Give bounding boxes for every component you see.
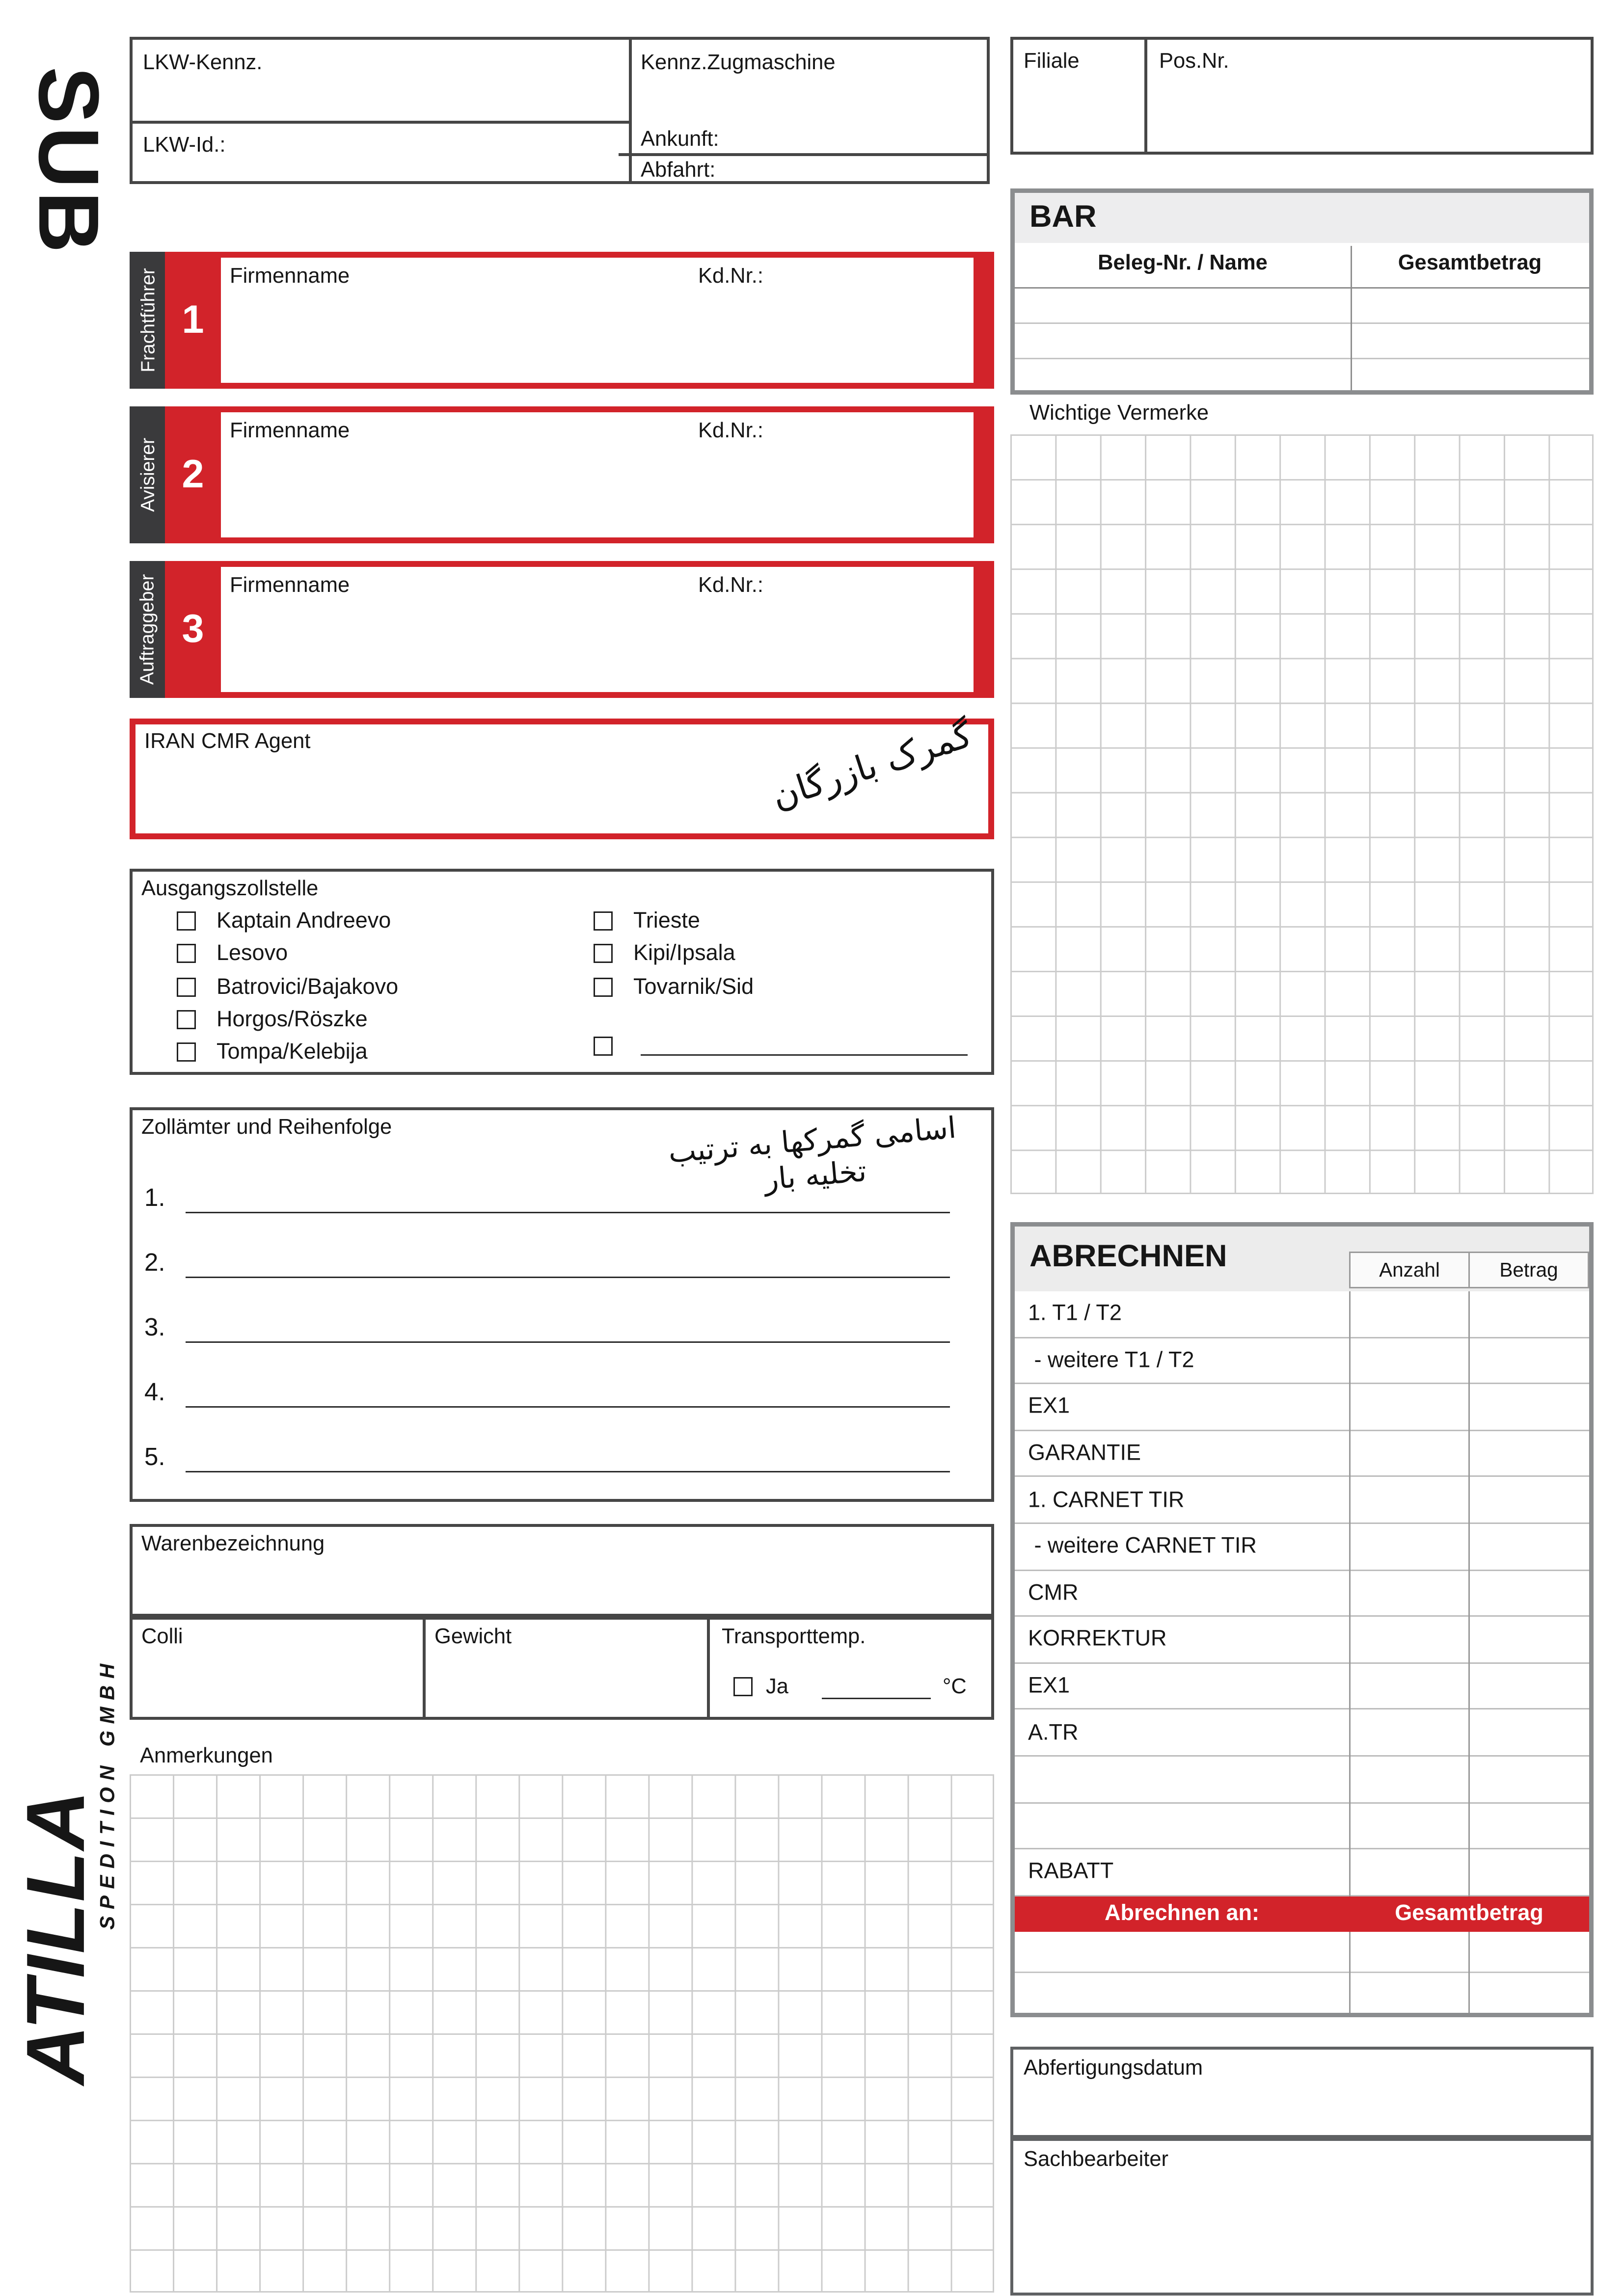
abrechnen-box	[1010, 1222, 1594, 2017]
fill-line-zollamt-4[interactable]	[186, 1378, 950, 1408]
anzahl-column-header: Anzahl	[1349, 1252, 1470, 1288]
abrechnen-row[interactable]	[1015, 1850, 1589, 1896]
fill-line-temperature[interactable]	[822, 1673, 931, 1699]
ausgangszollstelle-label: Ausgangszollstelle	[141, 878, 319, 901]
abrechnen-row-label: - weitere CARNET TIR	[1028, 1534, 1257, 1559]
firmenname-label: Firmenname	[230, 265, 350, 289]
divider	[1015, 1972, 1589, 1973]
truck-info-box	[130, 37, 990, 184]
sub-logo	[18, 21, 118, 300]
party-number: 2	[182, 452, 204, 496]
wichtige-vermerke-grid[interactable]	[1010, 434, 1594, 1194]
iran-cmr-agent-label: IRAN CMR Agent	[144, 730, 311, 754]
abrechnen-title: ABRECHNEN	[1029, 1240, 1227, 1274]
party-number: 3	[182, 607, 204, 651]
checkbox-other-zollstelle[interactable]	[594, 1037, 613, 1056]
warenbezeichnung-box[interactable]	[130, 1524, 994, 1617]
measure-row	[130, 1617, 994, 1720]
kd-nr-label: Kd.Nr.:	[698, 574, 763, 598]
fill-line-zollamt-5[interactable]	[186, 1443, 950, 1472]
party-fill-area[interactable]	[221, 258, 974, 383]
bar-box	[1010, 188, 1594, 395]
divider	[423, 1620, 425, 1717]
checkbox-horgos-roeszke[interactable]	[177, 1010, 196, 1029]
zollaemter-line-number: 3.	[144, 1313, 165, 1341]
abrechnen-row-label: - weitere T1 / T2	[1028, 1348, 1194, 1373]
zollstelle-option-label: Tovarnik/Sid	[633, 974, 754, 999]
abrechnen-row-label: EX1	[1028, 1394, 1070, 1419]
atilla-logo	[8, 1737, 101, 2135]
abfahrt-label: Abfahrt:	[641, 159, 716, 183]
abrechnen-total-row	[1015, 1896, 1589, 1931]
checkbox-tompa-kelebija[interactable]	[177, 1043, 196, 1062]
divider	[619, 153, 987, 156]
zollstelle-option-label: Horgos/Röszke	[217, 1007, 368, 1032]
filiale-label: Filiale	[1024, 50, 1080, 74]
fill-line-zollamt-3[interactable]	[186, 1313, 950, 1343]
ja-label: Ja	[766, 1676, 788, 1699]
abrechnen-row[interactable]	[1015, 1710, 1589, 1757]
bar-header-band	[1015, 193, 1589, 243]
anmerkungen-grid[interactable]	[130, 1774, 994, 2293]
zollstelle-option-label: Kipi/Ipsala	[633, 941, 735, 966]
abrechnen-row-label: KORREKTUR	[1028, 1627, 1167, 1652]
zollaemter-line-number: 5.	[144, 1443, 165, 1471]
party-section-auftraggeber	[130, 561, 994, 698]
fill-line-other-zollstelle[interactable]	[641, 1029, 968, 1056]
firmenname-label: Firmenname	[230, 420, 350, 443]
ankunft-label: Ankunft:	[641, 128, 719, 152]
sachbearbeiter-label: Sachbearbeiter	[1024, 2148, 1169, 2172]
abrechnen-row[interactable]	[1015, 1663, 1589, 1710]
transporttemp-label: Transporttemp.	[722, 1626, 866, 1649]
zollstelle-option-label: Tompa/Kelebija	[217, 1040, 368, 1065]
bar-table-area[interactable]	[1015, 287, 1589, 390]
filiale-posnr-box	[1010, 37, 1594, 155]
betrag-column-header: Betrag	[1468, 1252, 1589, 1288]
anmerkungen-label: Anmerkungen	[140, 1745, 273, 1768]
party-role-label: Avisierer	[136, 437, 159, 512]
party-fill-area[interactable]	[221, 412, 974, 537]
bar-title: BAR	[1029, 200, 1097, 234]
abrechnen-row-label: A.TR	[1028, 1720, 1079, 1745]
abrechnen-row-label: 1. CARNET TIR	[1028, 1487, 1185, 1513]
abrechnen-row[interactable]	[1015, 1385, 1589, 1431]
handwriting-iran-agent: گمرک بازرگان	[766, 714, 977, 818]
divider	[133, 121, 629, 123]
zollaemter-box	[130, 1107, 994, 1502]
party-frame	[165, 252, 994, 389]
abfertigungsdatum-label: Abfertigungsdatum	[1024, 2057, 1203, 2081]
abrechnen-an-label: Abrechnen an:	[1104, 1900, 1259, 1926]
bar-col-beleg: Beleg-Nr. / Name	[1098, 252, 1268, 275]
checkbox-kaptain-andreevo[interactable]	[177, 911, 196, 931]
wichtige-vermerke-label: Wichtige Vermerke	[1029, 402, 1209, 426]
zollaemter-line-number: 4.	[144, 1378, 165, 1406]
checkbox-kipi-ipsala[interactable]	[594, 944, 613, 963]
pos-nr-label: Pos.Nr.	[1159, 50, 1229, 74]
abrechnen-row[interactable]	[1015, 1757, 1589, 1803]
zollaemter-line-number: 2.	[144, 1249, 165, 1277]
colli-label: Colli	[141, 1626, 183, 1649]
ausgangszollstelle-box	[130, 869, 994, 1075]
abrechnen-row[interactable]	[1015, 1617, 1589, 1664]
party-role-tab	[130, 252, 165, 389]
zollaemter-line-number: 1.	[144, 1184, 165, 1212]
abrechnen-row[interactable]	[1015, 1524, 1589, 1571]
kd-nr-label: Kd.Nr.:	[698, 265, 763, 289]
abrechnen-row[interactable]	[1015, 1477, 1589, 1524]
abrechnen-row-label: 1. T1 / T2	[1028, 1301, 1122, 1327]
abrechnen-row-label: RABATT	[1028, 1859, 1114, 1885]
handwriting-zollaemter: اسامی گمرکها به ترتیب تخلیه بار	[667, 1109, 958, 1197]
gesamtbetrag-label: Gesamtbetrag	[1395, 1900, 1543, 1926]
divider	[629, 40, 631, 181]
divider	[707, 1620, 709, 1717]
zollstelle-option-label: Batrovici/Bajakovo	[217, 974, 399, 999]
lkw-id-label: LKW-Id.:	[143, 134, 226, 158]
abrechnen-row-label: GARANTIE	[1028, 1441, 1141, 1466]
zollstelle-option-label: Trieste	[633, 908, 700, 934]
firmenname-label: Firmenname	[230, 574, 350, 598]
kd-nr-label: Kd.Nr.:	[698, 420, 763, 443]
abrechnen-row[interactable]	[1015, 1431, 1589, 1477]
abrechnen-row[interactable]	[1015, 1291, 1589, 1338]
bar-col-gesamt: Gesamtbetrag	[1398, 252, 1542, 275]
spedition-label	[88, 1605, 127, 1980]
spedition-label-text: SPEDITION GMBH	[96, 1656, 119, 1929]
party-number: 1	[182, 297, 204, 342]
checkbox-tovarnik-sid[interactable]	[594, 977, 613, 996]
checkbox-trieste[interactable]	[594, 911, 613, 931]
abrechnen-row[interactable]	[1015, 1803, 1589, 1850]
party-section-avisierer	[130, 406, 994, 543]
zollaemter-label: Zollämter und Reihenfolge	[141, 1116, 392, 1140]
gewicht-label: Gewicht	[434, 1626, 512, 1649]
zollstelle-option-label: Lesovo	[217, 941, 288, 966]
sachbearbeiter-box[interactable]	[1010, 2138, 1594, 2296]
kennz-zugmaschine-label: Kennz.Zugmaschine	[641, 52, 836, 75]
lkw-kennz-label: LKW-Kennz.	[143, 52, 263, 75]
party-role-label: Frachtführer	[136, 268, 159, 373]
iran-cmr-agent-box[interactable]	[130, 714, 994, 839]
abrechnen-row[interactable]	[1015, 1338, 1589, 1385]
abfertigungsdatum-box[interactable]	[1010, 2047, 1594, 2138]
party-role-label: Auftraggeber	[136, 574, 159, 685]
checkbox-temp-ja[interactable]	[733, 1677, 753, 1696]
divider	[1144, 40, 1147, 152]
party-fill-area[interactable]	[221, 567, 974, 692]
celsius-label: °C	[943, 1676, 967, 1699]
checkbox-batrovici-bajakovo[interactable]	[177, 977, 196, 996]
party-role-tab	[130, 406, 165, 543]
fill-line-zollamt-1[interactable]	[186, 1184, 950, 1213]
abrechnen-row-label: CMR	[1028, 1580, 1079, 1606]
sub-logo-text: SUB	[20, 66, 116, 255]
fill-line-zollamt-2[interactable]	[186, 1249, 950, 1278]
party-frame	[165, 406, 994, 543]
abrechnen-row-label: EX1	[1028, 1673, 1070, 1699]
abrechnen-row[interactable]	[1015, 1571, 1589, 1617]
warenbezeichnung-label: Warenbezeichnung	[141, 1533, 325, 1556]
atilla-logo-text: ATILLA	[8, 1788, 101, 2084]
party-role-tab	[130, 561, 165, 698]
party-frame	[165, 561, 994, 698]
zollstelle-option-label: Kaptain Andreevo	[217, 908, 391, 934]
checkbox-lesovo[interactable]	[177, 944, 196, 963]
party-section-frachtfuehrer	[130, 252, 994, 389]
